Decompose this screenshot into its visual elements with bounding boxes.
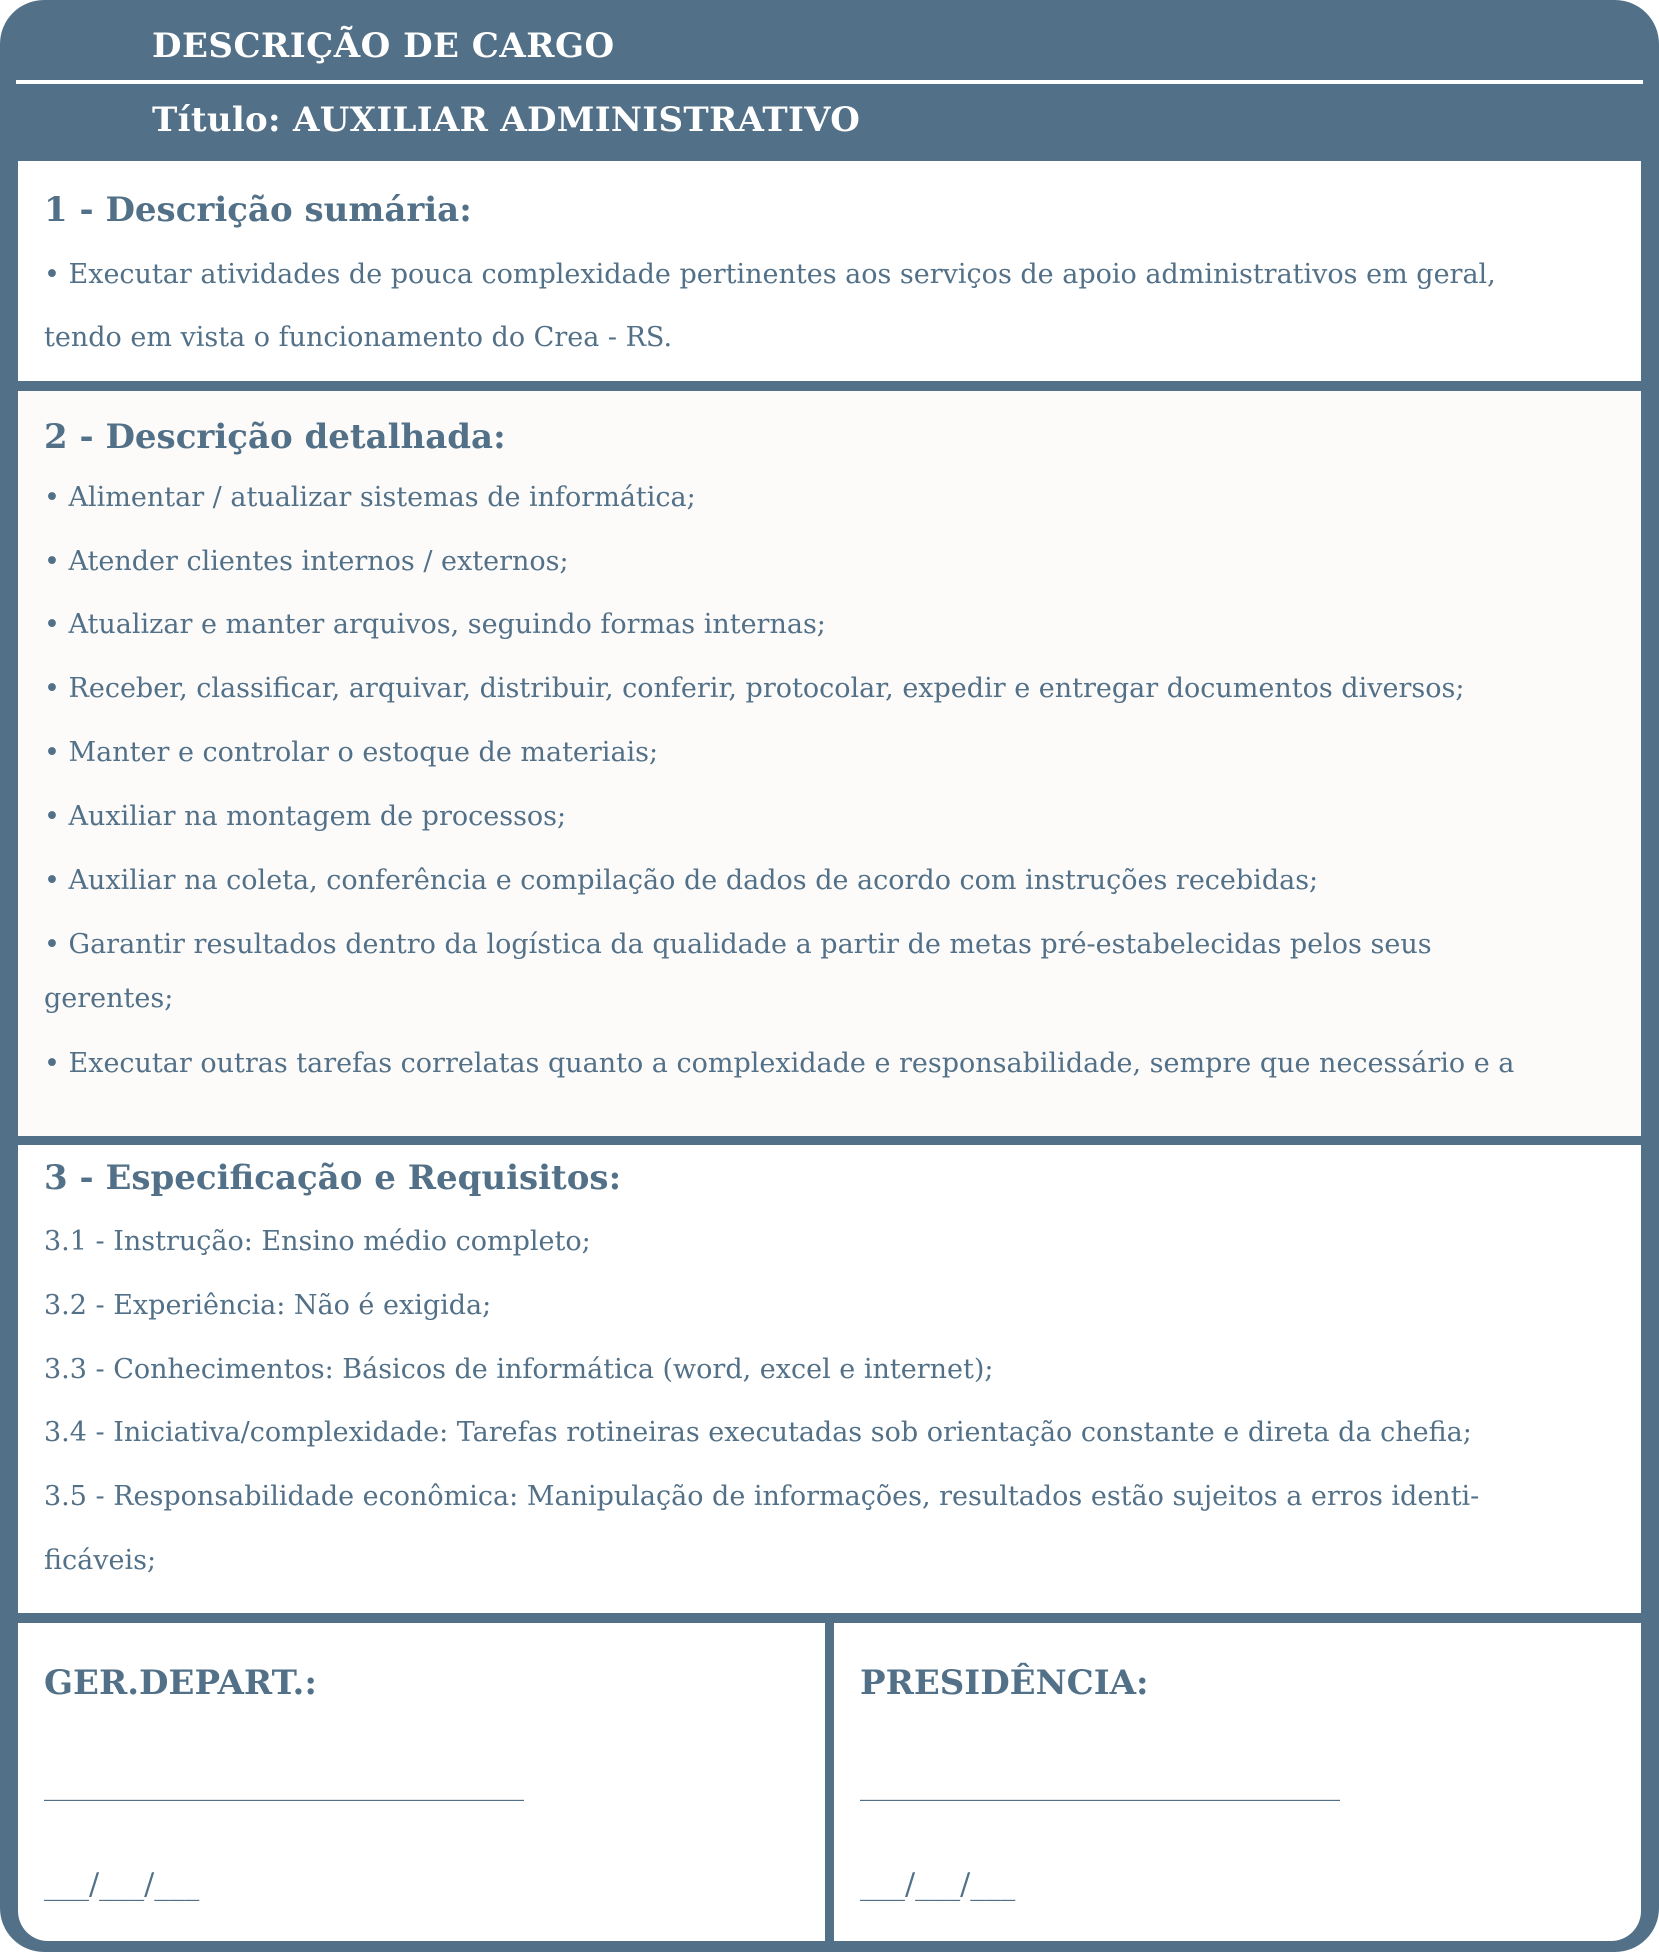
signature-manager-line: ________________________________ <box>44 1767 524 1802</box>
requirement-item: 3.1 - Instrução: Ensino médio completo; <box>44 1226 591 1257</box>
detailed-item: • Executar outras tarefas correlatas quanto a complexidade e responsabilidade, sempre que necessário e a <box>44 1048 1515 1079</box>
requirement-item-continuation: ficáveis; <box>44 1545 157 1576</box>
header-divider <box>16 80 1643 84</box>
section-detailed-heading: 2 - Descrição detalhada: <box>44 417 506 457</box>
document-title: DESCRIÇÃO DE CARGO <box>152 26 615 66</box>
detailed-item: • Manter e controlar o estoque de materiais; <box>44 737 659 768</box>
detailed-item: • Atualizar e manter arquivos, seguindo formas internas; <box>44 609 826 640</box>
section-detailed <box>18 391 1641 1136</box>
detailed-item: • Alimentar / atualizar sistemas de informática; <box>44 482 696 513</box>
signature-presidency-line: ________________________________ <box>860 1767 1340 1802</box>
summary-line: tendo em vista o funcionamento do Crea - RS. <box>44 322 673 353</box>
detailed-item: • Atender clientes internos / externos; <box>44 546 569 577</box>
signature-presidency <box>834 1623 1641 1941</box>
signature-manager-date: ___/___/___ <box>44 1867 200 1902</box>
detailed-item: • Auxiliar na coleta, conferência e compilação de dados de acordo com instruções recebidas; <box>44 865 1319 896</box>
requirement-item: 3.3 - Conhecimentos: Básicos de informática (word, excel e internet); <box>44 1354 994 1385</box>
signature-presidency-label: PRESIDÊNCIA: <box>860 1663 1149 1703</box>
section-summary <box>18 161 1641 381</box>
detailed-item-continuation: gerentes; <box>44 983 174 1014</box>
detailed-item: • Receber, classificar, arquivar, distribuir, conferir, protocolar, expedir e entregar documentos diversos; <box>44 673 1465 704</box>
section-summary-heading: 1 - Descrição sumária: <box>44 190 472 230</box>
signature-presidency-date: ___/___/___ <box>860 1867 1016 1902</box>
signature-manager-label: GER.DEPART.: <box>44 1663 317 1703</box>
requirement-item: 3.4 - Iniciativa/complexidade: Tarefas rotineiras executadas sob orientação constante e direta da chefia; <box>44 1417 1472 1448</box>
signature-manager <box>18 1623 825 1941</box>
requirement-item: 3.2 - Experiência: Não é exigida; <box>44 1290 492 1321</box>
detailed-item: • Auxiliar na montagem de processos; <box>44 801 567 832</box>
detailed-item: • Garantir resultados dentro da logística da qualidade a partir de metas pré-estabelecidas pelos seus <box>44 929 1432 960</box>
section-requirements-heading: 3 - Especificação e Requisitos: <box>44 1158 622 1198</box>
section-requirements <box>18 1145 1641 1613</box>
summary-line: • Executar atividades de pouca complexidade pertinentes aos serviços de apoio administrativos em geral, <box>44 259 1496 290</box>
requirement-item: 3.5 - Responsabilidade econômica: Manipulação de informações, resultados estão sujeitos a erros identi- <box>44 1481 1480 1512</box>
job-title: Título: AUXILIAR ADMINISTRATIVO <box>152 100 861 140</box>
